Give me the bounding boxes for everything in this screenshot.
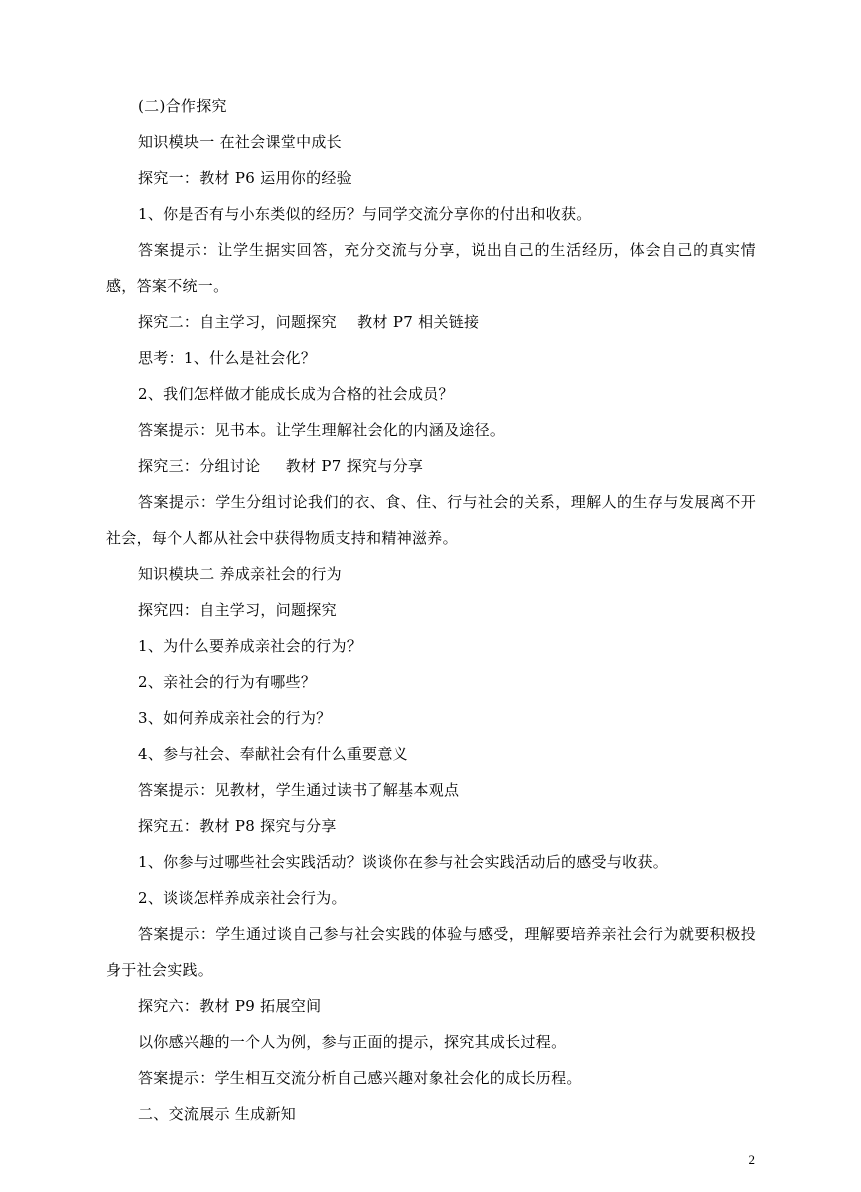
section-heading-cooperative-inquiry: (二)合作探究 — [138, 97, 227, 115]
inquiry-3-heading: 探究三：分组讨论 教材 P7 探究与分享 — [138, 457, 424, 475]
inquiry-2-heading: 探究二：自主学习，问题探究 教材 P7 相关链接 — [138, 313, 480, 331]
document-body — [106, 88, 756, 1132]
answer-hint-paragraph: 答案提示：学生通过谈自己参与社会实践的体验与感受，理解要培养亲社会行为就要积极投身于社会实践。 — [106, 925, 756, 979]
question-paragraph: 4、参与社会、奉献社会有什么重要意义 — [138, 745, 408, 763]
question-paragraph: 1、你参与过哪些社会实践活动？谈谈你在参与社会实践活动后的感受与收获。 — [138, 853, 669, 871]
question-paragraph: 思考：1、什么是社会化？ — [138, 349, 317, 367]
answer-hint-paragraph: 答案提示：学生相互交流分析自己感兴趣对象社会化的成长历程。 — [138, 1069, 582, 1087]
module-heading-2: 知识模块二 养成亲社会的行为 — [138, 565, 342, 583]
inquiry-5-heading: 探究五：教材 P8 探究与分享 — [138, 817, 337, 835]
question-paragraph: 1、为什么要养成亲社会的行为？ — [138, 637, 363, 655]
answer-hint-paragraph: 答案提示：学生分组讨论我们的衣、食、住、行与社会的关系，理解人的生存与发展离不开社会，每个人都从社会中获得物质支持和精神滋养。 — [106, 493, 756, 547]
answer-hint-paragraph: 答案提示：见教材，学生通过读书了解基本观点 — [138, 781, 460, 799]
task-paragraph: 以你感兴趣的一个人为例，参与正面的提示，探究其成长过程。 — [138, 1033, 567, 1051]
inquiry-6-heading: 探究六：教材 P9 拓展空间 — [138, 997, 322, 1015]
module-heading-1: 知识模块一 在社会课堂中成长 — [138, 133, 342, 151]
answer-hint-paragraph: 答案提示：见书本。让学生理解社会化的内涵及途径。 — [138, 421, 506, 439]
answer-hint-paragraph: 答案提示：让学生据实回答，充分交流与分享，说出自己的生活经历，体会自己的真实情感，答案不统一。 — [106, 241, 756, 295]
question-paragraph: 2、我们怎样做才能成长成为合格的社会成员？ — [138, 385, 454, 403]
inquiry-4-heading: 探究四：自主学习，问题探究 — [138, 601, 337, 619]
section-heading-exchange-display: 二、交流展示 生成新知 — [138, 1105, 297, 1123]
inquiry-1-heading: 探究一：教材 P6 运用你的经验 — [138, 169, 352, 187]
page-number: 2 — [748, 1152, 755, 1167]
question-paragraph: 2、谈谈怎样养成亲社会行为。 — [138, 889, 347, 907]
question-paragraph: 3、如何养成亲社会的行为？ — [138, 709, 332, 727]
question-paragraph: 2、亲社会的行为有哪些？ — [138, 673, 317, 691]
question-paragraph: 1、你是否有与小东类似的经历？与同学交流分享你的付出和收获。 — [138, 205, 592, 223]
